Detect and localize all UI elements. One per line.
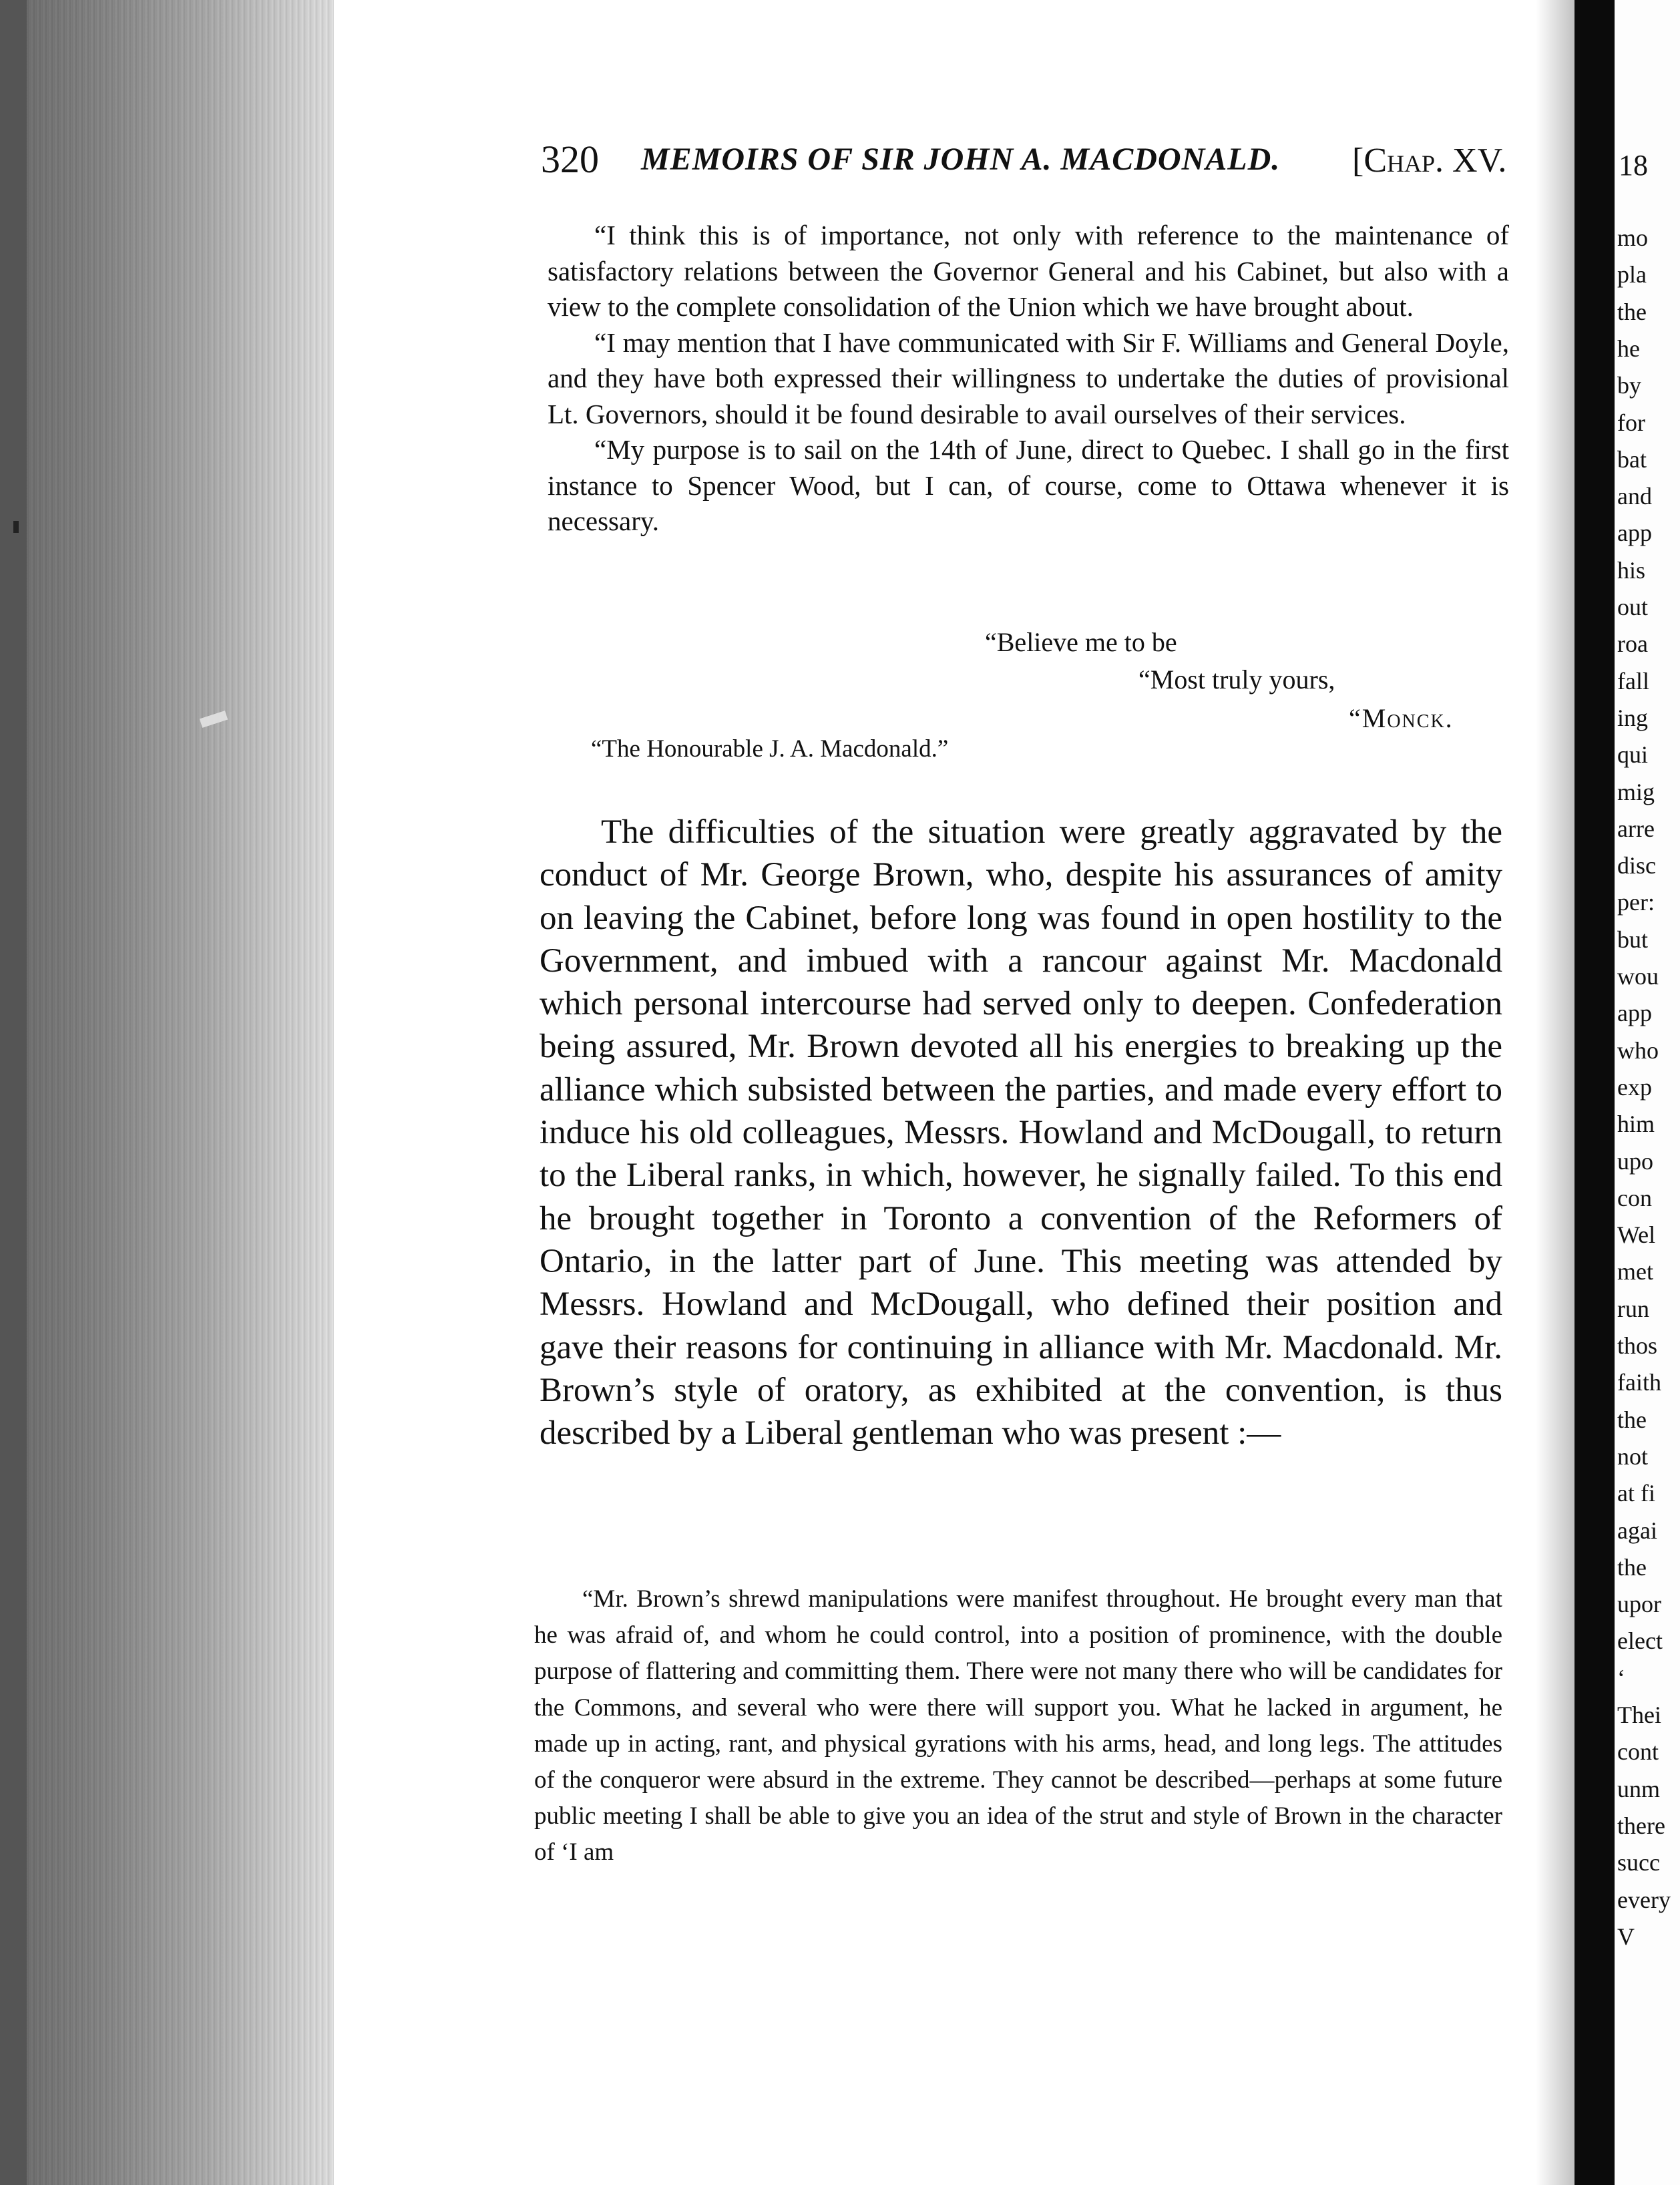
letter-excerpt [548,218,1509,540]
adjacent-page-line-fragment: qui [1617,741,1649,769]
adjacent-page-line-fragment: the [1617,298,1647,325]
adjacent-page-line-fragment: succ [1617,1849,1660,1876]
adjacent-page-line-fragment: the [1617,1553,1647,1581]
adjacent-page-line-fragment: upo [1617,1147,1653,1175]
adjacent-page-line-fragment: bat [1617,445,1647,473]
adjacent-page-line-fragment: for [1617,409,1645,436]
adjacent-page-line-fragment: out [1617,594,1649,620]
adjacent-page-line-fragment: faith [1617,1369,1661,1396]
adjacent-page-line-fragment: there [1617,1812,1665,1839]
adjacent-page-line-fragment: con [1617,1184,1652,1211]
adjacent-page-line-fragment: wou [1617,963,1659,990]
adjacent-page-line-fragment: but [1617,926,1649,953]
adjacent-page-line-fragment: cont [1617,1738,1659,1766]
adjacent-page-line-fragment: fall [1617,667,1649,694]
adjacent-page-line-fragment: mig [1617,778,1655,805]
adjacent-page-line-fragment: unm [1617,1775,1661,1802]
letter-paragraph: “My purpose is to sail on the 14th of June, direct to Quebec. I shall go in the first instance to Spencer Wood, but I can, of course, come to Ottawa whenever it is necessary. [548,434,1509,536]
letter-signature: “Monck. [1349,703,1454,733]
adjacent-page-line-fragment: pla [1617,261,1647,288]
gutter-shadow [1536,0,1576,2185]
adjacent-page-line-fragment: the [1617,1406,1647,1433]
letter-closing: “Most truly yours, [1138,664,1335,694]
adjacent-page-line-fragment: who [1617,1036,1659,1064]
chapter-label: [Chap. XV. [1352,142,1507,180]
page-number: 320 [541,138,599,181]
adjacent-page-line-fragment: disc [1617,852,1656,879]
body-paragraph: The difficulties of the situation were greatly aggravated by the conduct of Mr. George Brown, who, despite his assurances of amity on leaving the Cabinet, before long was found in open hostility to the Government, and imbued with a rancour against Mr. Macdonald which personal intercourse had served only to deepen. Confederation being assured, Mr. Brown devoted all his energies to breaking up the alliance which subsisted between the parties, and made every effort to induce his old colleagues, Messrs. Howland and McDougall, to return to the Liberal ranks, in which, however, he signally failed. To this end he brought together in Toronto a convention of the Reformers of Ontario, in the latter part of June. This meeting was attended by Messrs. Howland and McDougall, who defined their position and gave their reasons for continuing in alliance with Mr. Macdonald. Mr. Brown’s style of oratory, as exhibited at the convention, is thus described by a Liberal gentleman who was present :— [540,813,1502,1452]
adjacent-page-line-fragment: agai [1617,1517,1657,1544]
adjacent-page-line-fragment: he [1617,335,1640,362]
adjacent-page-line-fragment: not [1617,1442,1649,1470]
adjacent-page-header: 18 [1619,149,1648,182]
adjacent-page-line-fragment: at fi [1617,1480,1655,1507]
adjacent-page [1615,0,1680,2185]
adjacent-page-line-fragment: his [1617,556,1646,584]
adjacent-page-line-fragment: every [1617,1886,1671,1913]
adjacent-page-line-fragment: Wel [1617,1221,1656,1249]
adjacent-page-line-fragment: him [1617,1111,1655,1138]
page-header [541,137,1516,184]
adjacent-page-line-fragment: by [1617,372,1641,399]
adjacent-page-line-fragment: V [1617,1923,1635,1950]
adjacent-page-line-fragment: mo [1617,224,1649,251]
adjacent-page-line-fragment: app [1617,1000,1652,1027]
book-gutter [1574,0,1615,2185]
adjacent-page-line-fragment: elect [1617,1627,1663,1655]
letter-closing: “Believe me to be [985,627,1177,657]
block-quote [534,1581,1502,1871]
adjacent-page-line-fragment: ing [1617,704,1649,731]
letter-paragraph: “I may mention that I have communicated with Sir F. Williams and General Doyle, and they have both expressed their willingness to undertake the duties of provisional Lt. Governors, should it be found desirable to avail ourselves of their services. [548,327,1509,429]
adjacent-page-line-fragment: app [1617,520,1652,547]
adjacent-page-line-fragment: run [1617,1295,1649,1322]
adjacent-page-line-fragment: arre [1617,815,1655,842]
letter-addressee: “The Honourable J. A. Macdonald.” [591,735,949,763]
adjacent-page-line-fragment: roa [1617,630,1648,658]
adjacent-page-line-fragment: upor [1617,1591,1661,1618]
adjacent-page-line-fragment: ‘ [1617,1664,1625,1692]
body-text [540,811,1502,1454]
adjacent-page-line-fragment: exp [1617,1073,1652,1101]
adjacent-page-line-fragment: Thei [1617,1702,1661,1728]
quote-paragraph: “Mr. Brown’s shrewd manipulations were manifest throughout. He brought every man that he was afraid of, and whom he could control, into a position of prominence, with the double purpose of flattering and committing them. There were not many there who will be candidates for the Commons, and several who were there will support you. What he lacked in argument, he made up in acting, rant, and physical gyrations with his arms, head, and long legs. The attitudes of the conqueror were absurd in the extreme. They cannot be described—perhaps at some future public meeting I shall be able to give you an idea of the strut and style of Brown in the character of ‘I am [534,1585,1502,1866]
adjacent-page-line-fragment: and [1617,483,1652,510]
letter-paragraph: “I think this is of importance, not only with reference to the maintenance of satisfactory relations between the Governor General and his Cabinet, but also with a view to the complete consolidation of the Union which we have brought about. [548,220,1509,322]
adjacent-page-line-fragment: thos [1617,1332,1658,1359]
adjacent-page-line-fragment: met [1617,1258,1653,1285]
running-title: MEMOIRS OF SIR JOHN A. MACDONALD. [641,142,1281,177]
adjacent-page-line-fragment: per: [1617,889,1655,916]
